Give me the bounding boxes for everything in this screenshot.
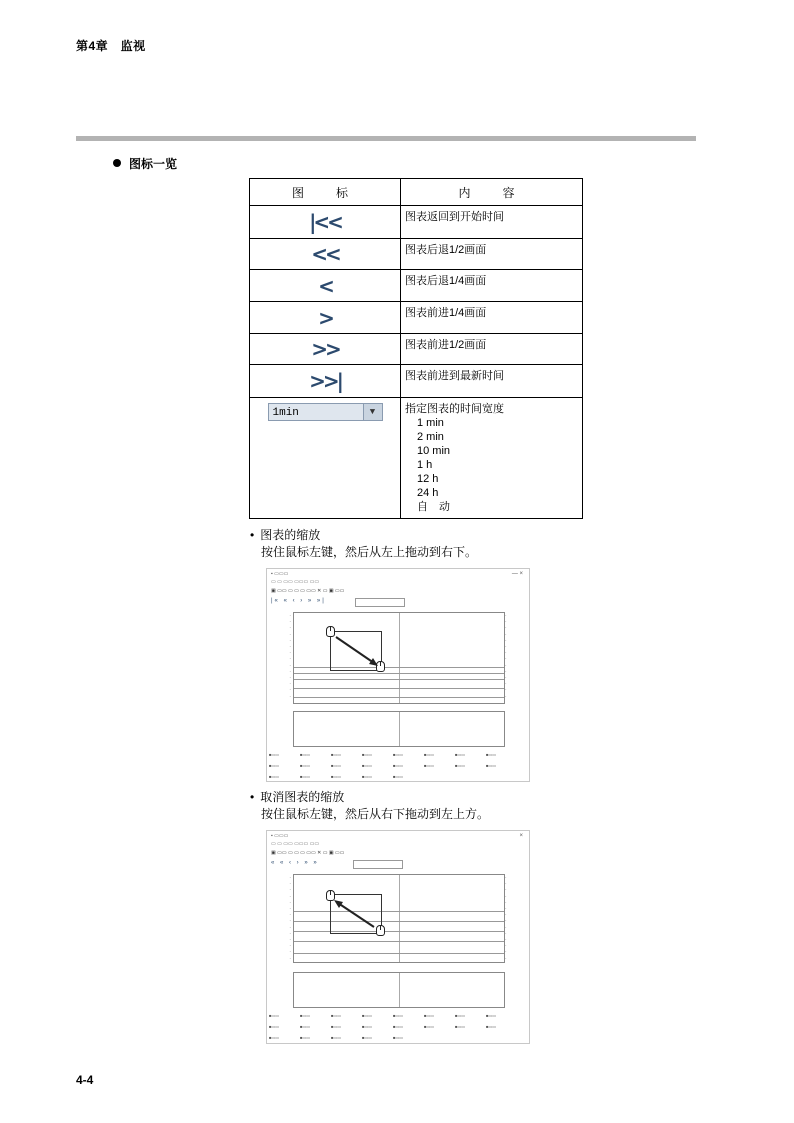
row-desc: 图表后退1/2画面	[401, 239, 583, 270]
menu-bar: ▭ ▭ ▭▭ ▭▭▭ ▭▭	[271, 579, 320, 585]
table-header-row	[250, 179, 583, 206]
bullet: •	[250, 528, 255, 542]
bullet: •	[250, 790, 255, 804]
toolbar: ▣ ▭▭ ▭ ▭ ▭ ▭▭ ✕ ▭ ▣ ▭▭	[271, 588, 345, 594]
back-half-icon[interactable]: <<	[311, 242, 339, 266]
row-desc: 图表后退1/4画面	[401, 270, 583, 302]
page-number: 4-4	[76, 1073, 94, 1087]
option-item: 12 h	[417, 473, 439, 485]
table-row	[250, 270, 583, 302]
header-icon: 图 标	[250, 179, 401, 206]
table-row	[250, 239, 583, 270]
close-icon: — ×	[511, 571, 523, 577]
time-select	[355, 598, 405, 607]
latest-icon[interactable]: >>|	[309, 369, 341, 393]
chapter-header: 第4章 监视	[76, 39, 146, 53]
row-desc: 图表前进到最新时间	[401, 365, 583, 398]
select-value: 1min	[272, 407, 299, 419]
option-item: 10 min	[417, 445, 451, 457]
menu-bar: ▭ ▭ ▭▭ ▭▭▭ ▭▭	[271, 841, 320, 847]
table-row	[250, 206, 583, 239]
row-desc	[401, 398, 583, 519]
y-axis-ticks-right: - - - - - - - - - - - - - -	[505, 612, 507, 698]
legend: ■▭▭ ■▭▭ ■▭▭ ■▭▭ ■▭▭ ■▭▭ ■▭▭ ■▭▭ ■▭▭ ■▭▭ ■▭▭ ■▭▭ ■▭▭ ■▭▭ ■▭▭ ■▭▭ ■▭▭ ■▭▭ ■▭▭ ■▭▭ ■▭▭	[269, 752, 496, 779]
option-item: 2 min	[417, 431, 444, 443]
time-width-select[interactable]	[268, 403, 383, 421]
zoom-note	[250, 527, 477, 561]
forward-quarter-icon[interactable]: >	[318, 305, 332, 330]
arrow-icon	[294, 875, 504, 962]
overview-plot	[293, 972, 505, 1008]
first-icon[interactable]: |<<	[309, 210, 341, 234]
y-axis-ticks: - - - - - - - - - - - - - -	[289, 874, 291, 960]
row-desc: 图表前进1/4画面	[401, 302, 583, 334]
option-item: 自 动	[417, 501, 450, 513]
table-row	[250, 302, 583, 334]
header-content: 内 容	[401, 179, 583, 206]
legend: ■▭▭ ■▭▭ ■▭▭ ■▭▭ ■▭▭ ■▭▭ ■▭▭ ■▭▭ ■▭▭ ■▭▭ ■▭▭ ■▭▭ ■▭▭ ■▭▭ ■▭▭ ■▭▭ ■▭▭ ■▭▭ ■▭▭ ■▭▭ ■▭▭	[269, 1013, 496, 1040]
grid-line	[399, 973, 400, 1007]
row-desc: 图表返回到开始时间	[401, 206, 583, 239]
option-item: 24 h	[417, 487, 439, 499]
zoom-screenshot	[266, 568, 530, 782]
overview-plot	[293, 711, 505, 747]
section-title-text: 图标一览	[129, 157, 178, 171]
window-title: ▪ ▭▭▭	[271, 571, 289, 577]
grid-line	[399, 712, 400, 746]
option-item: 1 min	[417, 417, 444, 429]
arrow-icon	[294, 613, 504, 703]
y-axis-ticks: - - - - - - - - - - - - - -	[289, 612, 291, 698]
row-desc: 图表前进1/2画面	[401, 334, 583, 365]
icon-table	[249, 178, 583, 519]
trend-plot	[293, 612, 505, 704]
nav-buttons: |« « ‹ › » »|	[271, 598, 326, 604]
close-icon: ×	[519, 833, 523, 839]
y-axis-ticks-right: - - - - - - - - - - - - - -	[505, 874, 507, 960]
nav-buttons: « « ‹ › » »	[271, 860, 319, 866]
table-row	[250, 365, 583, 398]
trend-plot	[293, 874, 505, 963]
note-text: 按住鼠标左键，然后从右下拖动到左上方。	[261, 807, 490, 821]
note-title: 图表的缩放	[260, 528, 321, 542]
toolbar: ▣ ▭▭ ▭ ▭ ▭ ▭▭ ✕ ▭ ▣ ▭▭	[271, 850, 345, 856]
table-row	[250, 398, 583, 519]
table-row	[250, 334, 583, 365]
bullet-dot	[113, 159, 121, 167]
forward-half-icon[interactable]: >>	[311, 337, 339, 361]
section-divider	[76, 136, 696, 141]
note-title: 取消图表的缩放	[260, 790, 345, 804]
note-text: 按住鼠标左键，然后从左上拖动到右下。	[261, 545, 478, 559]
option-item: 1 h	[417, 459, 433, 471]
window-title: ▪ ▭▭▭	[271, 833, 289, 839]
back-quarter-icon[interactable]: <	[318, 273, 332, 298]
unzoom-screenshot	[266, 830, 530, 1044]
chevron-down-icon[interactable]: ▼	[363, 404, 382, 420]
section-title	[113, 155, 177, 172]
unzoom-note	[250, 789, 489, 823]
select-desc: 指定图表的时间宽度	[405, 403, 504, 415]
time-select	[353, 860, 403, 869]
